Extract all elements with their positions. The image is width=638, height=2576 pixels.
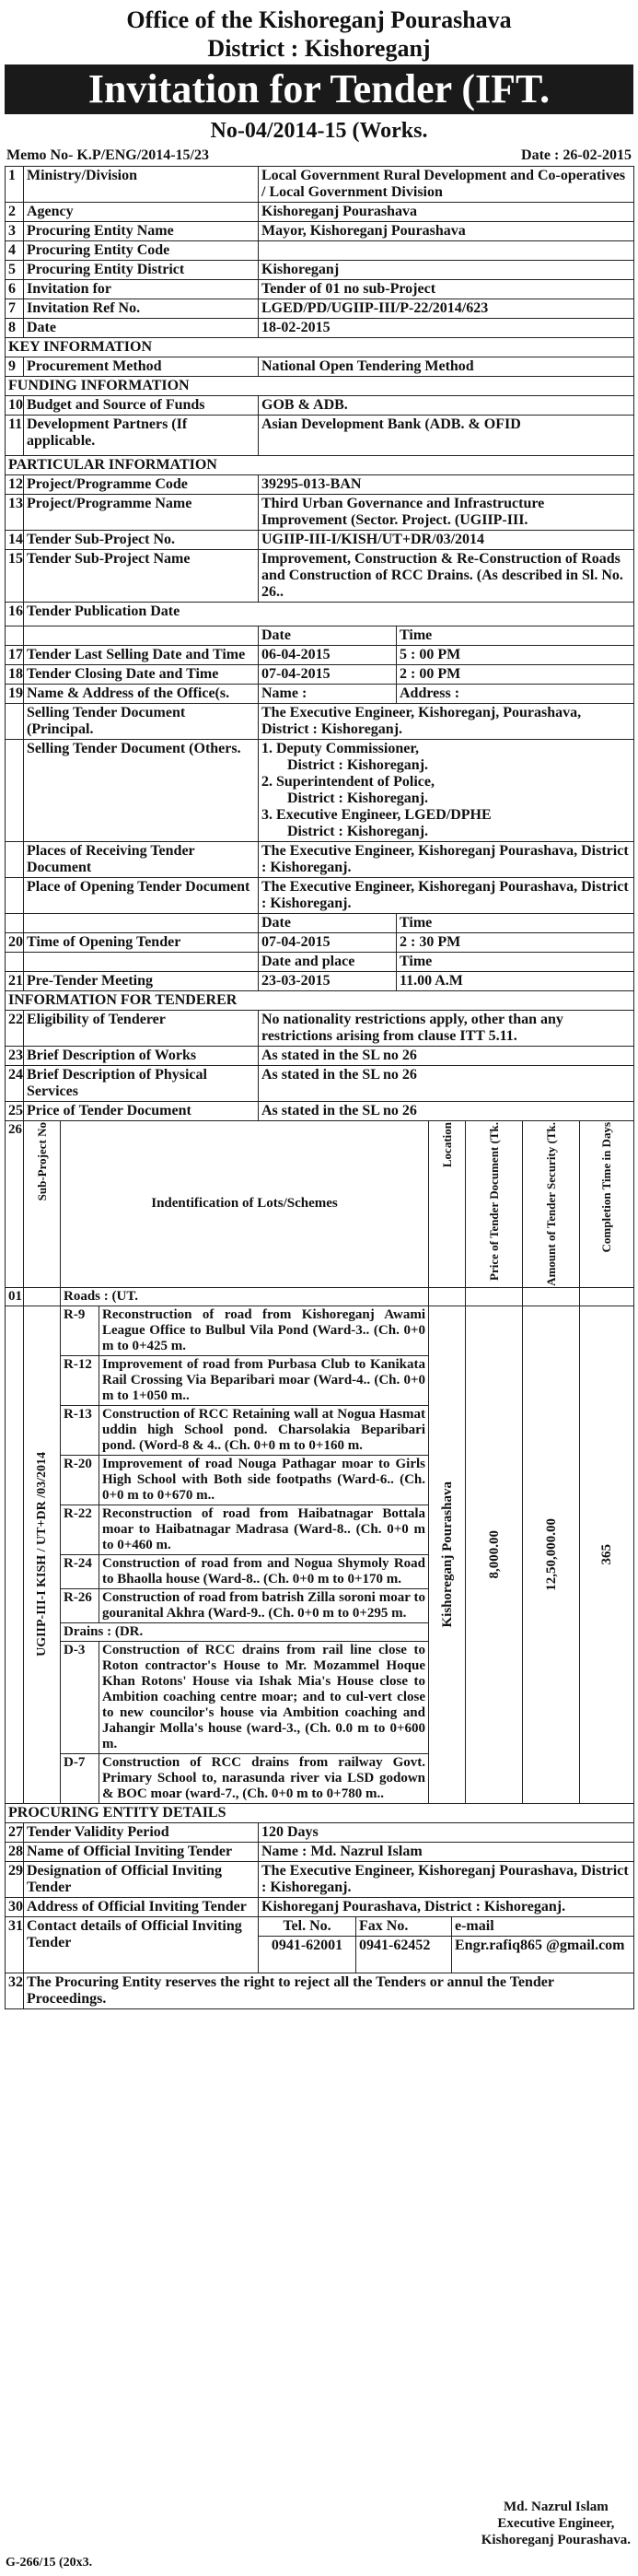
row-21: 21 Pre-Tender Meeting 23-03-2015 11.00 A.M [6, 972, 634, 991]
row-30: 30 Address of Official Inviting Tender Kishoreganj Pourashava, District : Kishoreganj. [6, 1897, 634, 1916]
row-29: 29 Designation of Official Inviting Tender The Executive Engineer, Kishoreganj Pourashava, District : Kishoreganj. [6, 1861, 634, 1897]
receiving-place: Places of Receiving Tender Document The Executive Engineer, Kishoreganj Pourashava, District : Kishoreganj. [6, 842, 634, 878]
row-32: 32 The Procuring Entity reserves the right to reject all the Tenders or annul the Tender Proceedings. [6, 1973, 634, 2008]
lots-ident-header: Indentification of Lots/Schemes [61, 1121, 429, 1287]
row-2: 2 Agency Kishoreganj Pourashava [6, 203, 634, 222]
lot-item: UGIIP-III-I KISH / UT+DR /03/2014 R-9 Reconstruction of road from Kishoreganj Awami League Office to Bulbul Vila Pond (Ward-3.. (Ch. 0+0 m to 0+425 m. Kishoreganj Pourashava 8,000.00 12,50,000.00 365 [6, 1306, 634, 1355]
security-header: Amount of Tender Security (Tk. [543, 1122, 558, 1286]
memo-date: Date : 26-02-2015 [521, 147, 632, 163]
memo-line [5, 146, 633, 166]
selling-principal: Selling Tender Document (Principal. The Executive Engineer, Kishoreganj, Pourashava, District : Kishoreganj. [6, 704, 634, 740]
lot-security: 12,50,000.00 [543, 1517, 559, 1591]
office-title: Office of the Kishoreganj Pourashava [126, 6, 512, 33]
contact-email: Engr.rafiq865 @gmail.com [452, 1936, 634, 1973]
date-time-header: Date Time [6, 626, 634, 646]
row-3: 3 Procuring Entity Name Mayor, Kishoreganj Pourashava [6, 222, 634, 241]
drains-heading: Drains : (DR. [6, 1622, 634, 1641]
row-13: 13 Project/Programme Name Third Urban Governance and Infrastructure Improvement (Sector. Project. (UGIIP-III. [6, 495, 634, 531]
lot-item: R-13 Construction of RCC Retaining wall at Nogua Hasmat uddin high School pond. Charsolakia Beparibari pond. (Word-8 & 4.. (Ch. 0+0 m to 0+160 m. [6, 1405, 634, 1455]
section-information-for-tenderer: INFORMATION FOR TENDERER [6, 991, 634, 1011]
row-11: 11 Development Partners (If applicable. Asian Development Bank (ADB. & OFID [6, 416, 634, 456]
lot-location: Kishoreganj Pourashava [439, 1481, 455, 1628]
row-14: 14 Tender Sub-Project No. UGIIP-III-I/KISH/UT+DR/03/2014 [6, 531, 634, 550]
row-10: 10 Budget and Source of Funds GOB & ADB. [6, 396, 634, 416]
row-12: 12 Project/Programme Code 39295-013-BAN [6, 475, 634, 495]
row-24: 24 Brief Description of Physical Services As stated in the SL no 26 [6, 1066, 634, 1102]
lots-row-01: 01 Roads : (UT. [6, 1287, 634, 1306]
signature-block [481, 2499, 631, 2548]
row-28: 28 Name of Official Inviting Tender Name : Md. Nazrul Islam [6, 1842, 634, 1861]
row-19: 19 Name & Address of the Office(s. Name : Address : [6, 685, 634, 704]
lots-header: 26 Sub-Project No Indentification of Lots/Schemes Location Price of Tender Document (Tk. Amount of Tender Security (Tk. Completion Time in Days [6, 1121, 634, 1287]
lot-price: 8,000.00 [486, 1530, 502, 1579]
lot-days: 365 [599, 1544, 614, 1565]
opening-place: Place of Opening Tender Document The Executive Engineer, Kishoreganj Pourashava, District : Kishoreganj. [6, 878, 634, 914]
lot-item: R-22 Reconstruction of road from Haibatnagar Bottala moar to Haibatnagar Madrasa (Ward-8.. (Ch. 0+0 m to 0+460 m. [6, 1505, 634, 1554]
row-31-head: 31 Contact details of Official Inviting Tender Tel. No. Fax No. e-mail [6, 1916, 634, 1936]
row-16: 16 Tender Publication Date [6, 603, 634, 626]
district-title: District : Kishoreganj [207, 35, 431, 62]
date-time-header-2: Date Time [6, 914, 634, 933]
row-5: 5 Procuring Entity District Kishoreganj [6, 261, 634, 280]
date-place-header: Date and place Time [6, 953, 634, 972]
row-9: 9 Procurement Method National Open Tendering Method [6, 357, 634, 377]
selling-others: Selling Tender Document (Others. 1. Deputy Commissioner, District : Kishoreganj. 2. Superintendent of Police, District : Kishoreganj. 3. Executive Engineer, LGED/DPHE District : Kishoreganj. [6, 740, 634, 842]
lot-item: R-20 Improvement of road Nouga Pathagar moar to Girls High School with Both side footpaths (Ward-6.. (Ch. 0+0 m to 0+670 m.. [6, 1455, 634, 1505]
row-1: 1 Ministry/Division Local Government Rural Development and Co-operatives / Local Government Division [6, 167, 634, 203]
price-header: Price of Tender Document (Tk. [486, 1122, 501, 1281]
row-18: 18 Tender Closing Date and Time 07-04-2015 2 : 00 PM [6, 665, 634, 685]
lot-item: R-26 Construction of road from batrish Zilla soroni moar to gouranital Akhra (Ward-9.. (Ch. 0+0 m to 0+295 m. [6, 1588, 634, 1622]
tender-table [5, 166, 634, 1121]
lot-item: R-24 Construction of road from and Nogua Shymoly Road to Bhaolla house (Ward-8.. (Ch. 0+0 m to 0+170 m. [6, 1554, 634, 1588]
ift-banner: Invitation for Tender (IFT. [5, 64, 633, 114]
ift-number: No-04/2014-15 (Works. [210, 119, 428, 143]
signatory-office: Kishoreganj Pourashava. [481, 2533, 631, 2547]
section-funding-information: FUNDING INFORMATION [6, 377, 634, 396]
sub-project-number: UGIIP-III-I KISH / UT+DR /03/2014 [34, 1452, 49, 1657]
row-23: 23 Brief Description of Works As stated in the SL no 26 [6, 1047, 634, 1066]
row-17: 17 Tender Last Selling Date and Time 06-04-2015 5 : 00 PM [6, 646, 634, 665]
row-31-values: 0941-62001 0941-62452 Engr.rafiq865 @gmail.com [6, 1936, 634, 1973]
row-7: 7 Invitation Ref No. LGED/PD/UGIIP-III/P-22/2014/623 [6, 299, 634, 319]
section-particular-information: PARTICULAR INFORMATION [6, 456, 634, 475]
lot-item: D-3 Construction of RCC drains from rail line close to Roton contractor's House to Mr. Mozammel Hoque Khan Rotons' House via Ishak Mia's House close to Ambition coaching centre moar; and to cul-vert close to new councilor's house via Ambition coaching and Jahangir Molla's house (ward-3., (Ch. 0.0 m to 0+600 m. [6, 1641, 634, 1753]
signatory-title: Executive Engineer, [497, 2516, 615, 2531]
lot-item: R-12 Improvement of road from Purbasa Club to Kanikata Rail Crossing Via Beparibari moar (Ward-4.. (Ch. 0+0 m to 1+050 m.. [6, 1355, 634, 1405]
row-25: 25 Price of Tender Document As stated in the SL no 26 [6, 1102, 634, 1121]
row-6: 6 Invitation for Tender of 01 no sub-Project [6, 280, 634, 299]
lots-table [5, 1121, 634, 1804]
memo-number: Memo No- K.P/ENG/2014-15/23 [6, 147, 209, 163]
signatory-name: Md. Nazrul Islam [504, 2500, 609, 2514]
row-15: 15 Tender Sub-Project Name Improvement, Construction & Re-Construction of Roads and Construction of RCC Drains. (As described in Sl. No. 26.. [6, 550, 634, 603]
row-8: 8 Date 18-02-2015 [6, 319, 634, 338]
row-22: 22 Eligibility of Tenderer No nationality restrictions apply, other than any restrictions arising from clause ITT 5.11. [6, 1011, 634, 1047]
lot-item: D-7 Construction of RCC drains from railway Govt. Primary School to, narasunda river via LSD godown & BOC moar (ward-7., (Ch. 0+0 m to 0+780 m.. [6, 1753, 634, 1803]
section-procuring-entity: PROCURING ENTITY DETAILS [6, 1804, 634, 1823]
row-4: 4 Procuring Entity Code [6, 241, 634, 261]
row-20: 20 Time of Opening Tender 07-04-2015 2 : 30 PM [6, 933, 634, 953]
procuring-table [5, 1804, 634, 2009]
days-header: Completion Time in Days [599, 1122, 613, 1253]
gazette-code: G-266/15 (20x3. [6, 2556, 93, 2570]
location-header: Location [439, 1122, 454, 1168]
sub-project-header: Sub-Project No [34, 1122, 49, 1201]
section-key-information: KEY INFORMATION [6, 338, 634, 357]
row-27: 27 Tender Validity Period 120 Days [6, 1822, 634, 1842]
